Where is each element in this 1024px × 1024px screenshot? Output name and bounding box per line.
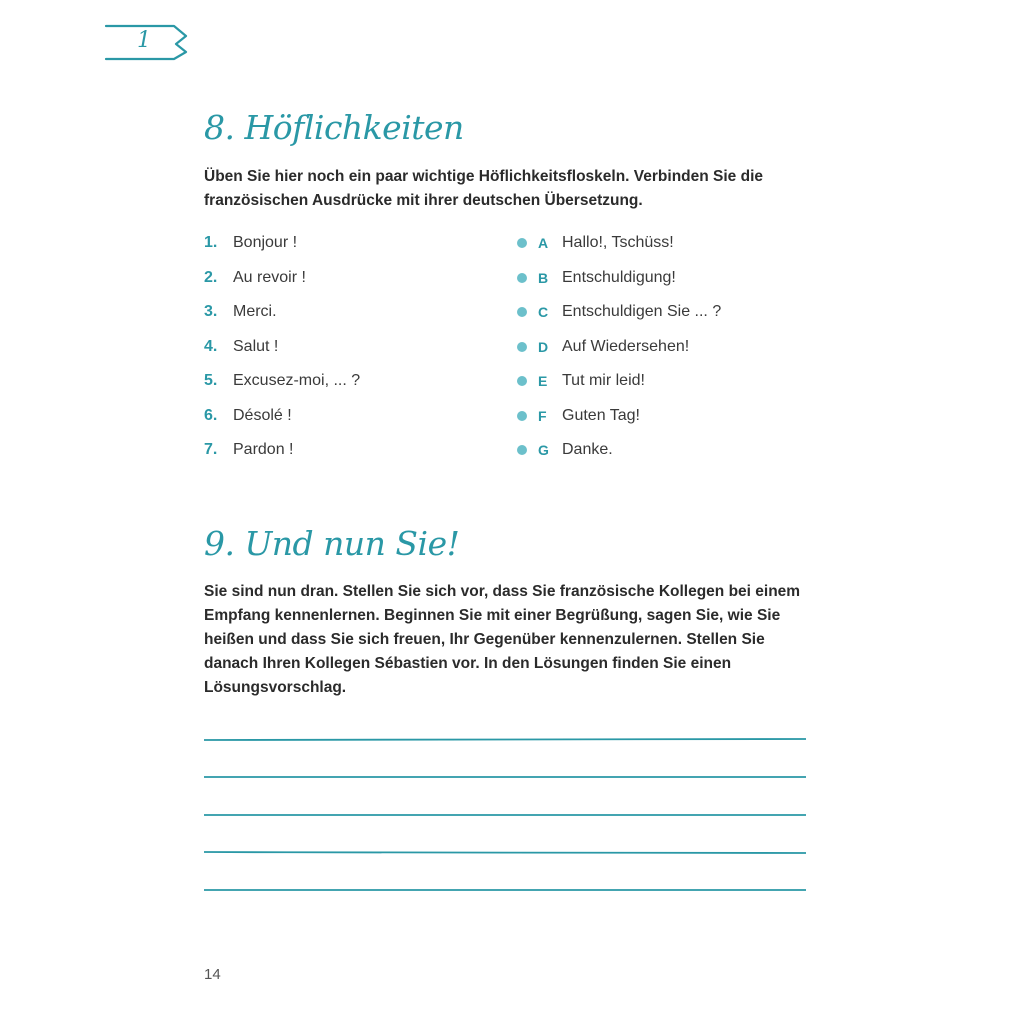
item-number: 1. bbox=[204, 234, 218, 252]
match-dot[interactable] bbox=[517, 238, 527, 248]
list-item bbox=[515, 364, 721, 399]
item-number: 6. bbox=[204, 406, 218, 424]
list-item bbox=[204, 433, 360, 468]
list-item bbox=[515, 330, 721, 365]
list-item bbox=[204, 295, 360, 330]
list-item bbox=[204, 226, 360, 261]
french-term: Au revoir ! bbox=[233, 268, 306, 286]
french-term: Excusez-moi, ... ? bbox=[233, 372, 361, 390]
german-term: Entschuldigung! bbox=[562, 268, 676, 286]
german-term: Guten Tag! bbox=[562, 406, 640, 424]
item-number: 3. bbox=[204, 303, 218, 321]
writing-line bbox=[204, 890, 806, 891]
german-term: Tut mir leid! bbox=[562, 372, 645, 390]
item-number: 5. bbox=[204, 372, 218, 390]
section-9-title: 9. Und nun Sie! bbox=[204, 524, 460, 563]
answer-writing-lines[interactable] bbox=[204, 728, 806, 898]
list-item bbox=[204, 330, 360, 365]
list-item bbox=[515, 226, 721, 261]
french-term: Bonjour ! bbox=[233, 234, 298, 252]
chapter-number: 1 bbox=[137, 28, 151, 53]
match-dot[interactable] bbox=[517, 376, 527, 386]
item-letter: F bbox=[538, 407, 547, 424]
writing-line bbox=[204, 815, 806, 816]
match-dot[interactable] bbox=[517, 411, 527, 421]
list-item bbox=[515, 295, 721, 330]
french-term: Pardon ! bbox=[233, 441, 294, 459]
section-8-instruction: Üben Sie hier noch ein paar wichtige Höflichkeitsfloskeln. Verbinden Sie die französischen Ausdrücke mit ihrer deutschen Übersetzung. bbox=[204, 168, 763, 209]
french-term: Merci. bbox=[233, 303, 277, 321]
match-dot[interactable] bbox=[517, 342, 527, 352]
match-dot[interactable] bbox=[517, 307, 527, 317]
list-item bbox=[515, 399, 721, 434]
german-term: Danke. bbox=[562, 441, 613, 459]
french-expression-list bbox=[204, 226, 360, 468]
german-translation-list bbox=[515, 226, 721, 468]
item-letter: G bbox=[538, 442, 549, 459]
list-item bbox=[204, 261, 360, 296]
item-letter: E bbox=[538, 373, 548, 390]
item-letter: A bbox=[538, 235, 549, 252]
match-dot[interactable] bbox=[517, 445, 527, 455]
item-letter: D bbox=[538, 338, 549, 355]
section-8-title: 8. Höflichkeiten bbox=[204, 108, 464, 147]
german-term: Entschuldigen Sie ... ? bbox=[562, 303, 722, 321]
list-item bbox=[515, 261, 721, 296]
item-number: 2. bbox=[204, 268, 218, 286]
writing-line bbox=[204, 852, 806, 853]
item-letter: B bbox=[538, 269, 549, 286]
writing-line bbox=[204, 739, 806, 740]
french-term: Salut ! bbox=[233, 337, 279, 355]
list-item bbox=[515, 433, 721, 468]
german-term: Hallo!, Tschüss! bbox=[562, 234, 674, 252]
page-number: 14 bbox=[204, 966, 221, 983]
german-term: Auf Wiedersehen! bbox=[562, 337, 690, 355]
writing-line bbox=[204, 777, 806, 778]
french-term: Désolé ! bbox=[233, 406, 292, 424]
item-number: 4. bbox=[204, 337, 218, 355]
list-item bbox=[204, 399, 360, 434]
list-item bbox=[204, 364, 360, 399]
item-letter: C bbox=[538, 304, 549, 321]
item-number: 7. bbox=[204, 441, 218, 459]
section-9-instruction: Sie sind nun dran. Stellen Sie sich vor, dass Sie französische Kollegen bei einem Empfang kennenlernen. Beginnen Sie mit einer Begrüßung, sagen Sie, wie Sie heißen und dass Sie sich freuen, Ihr Gegenüber kennenzulernen. Stellen Sie danach Ihren Kollegen Sébastien vor. In den Lösungen finden Sie einen Lösungsvorschlag. bbox=[204, 583, 801, 696]
match-dot[interactable] bbox=[517, 273, 527, 283]
chapter-tab bbox=[104, 22, 190, 64]
